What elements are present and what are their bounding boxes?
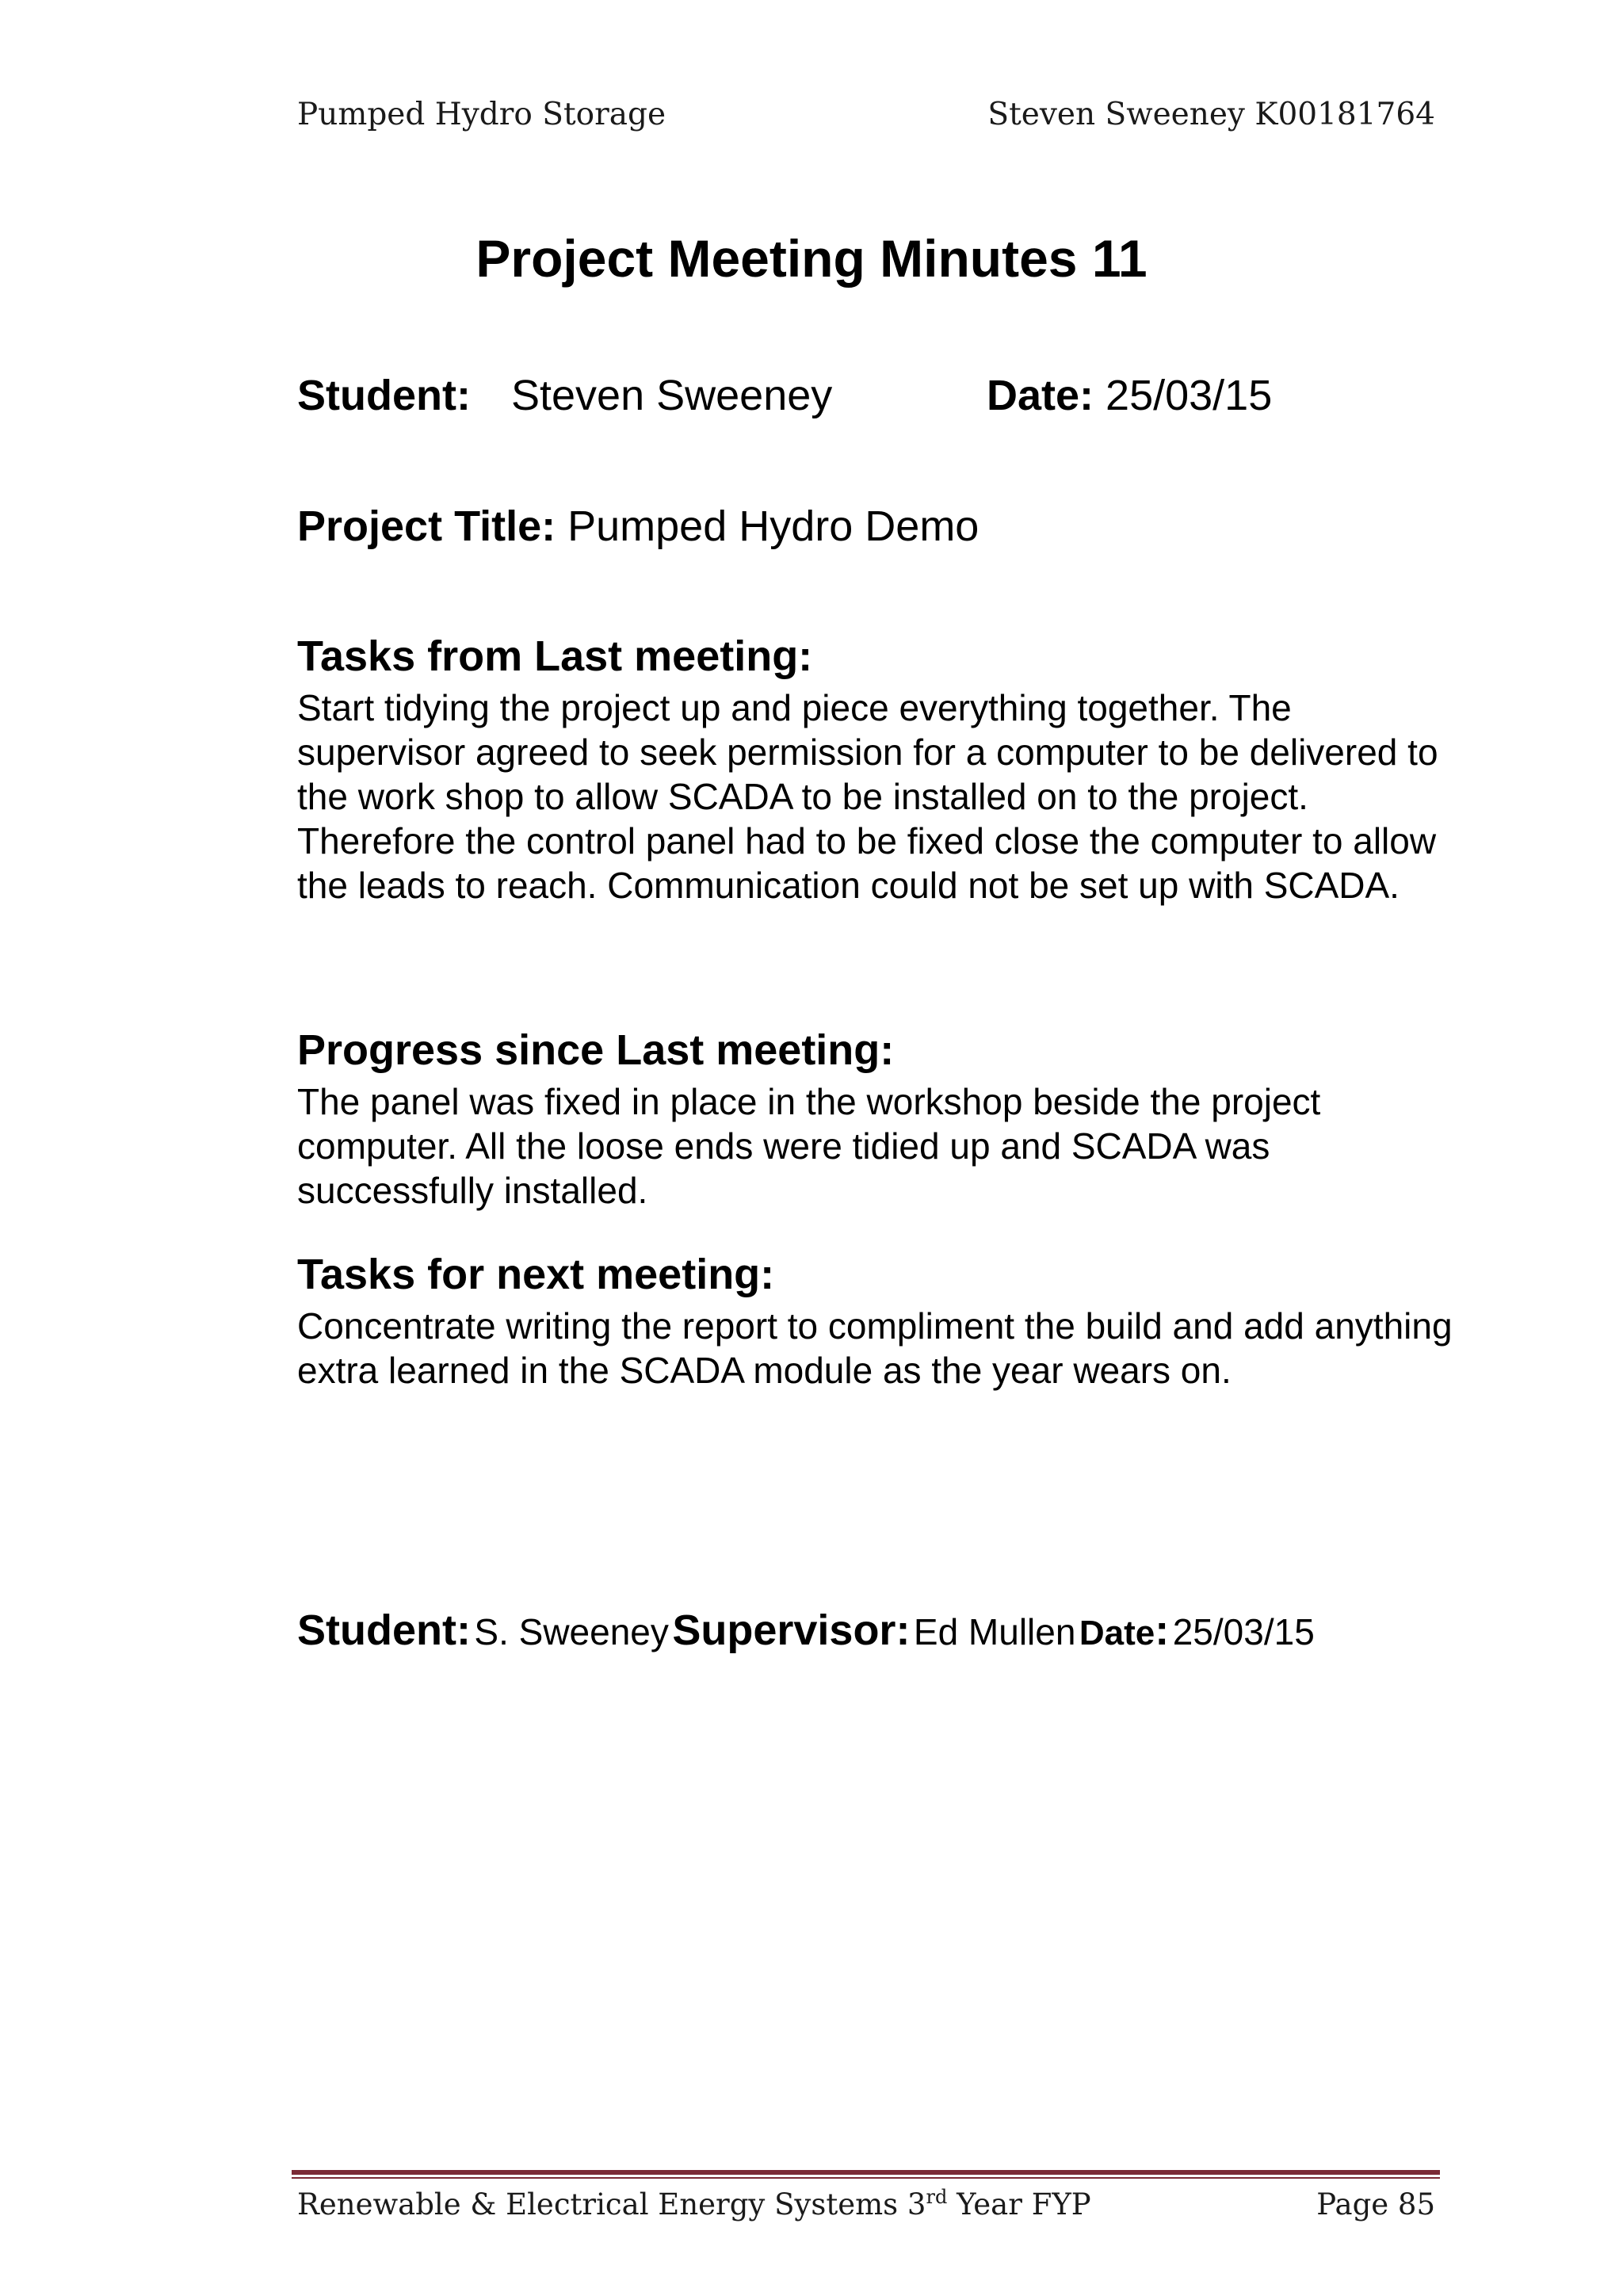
section-body: The panel was fixed in place in the workshop beside the project computer. All the loose ends were tidied up and SCADA was successfully installed.: [297, 1081, 1321, 1211]
footer-rule: [292, 2170, 1440, 2179]
signoff-date-value: 25/03/15: [1172, 1611, 1315, 1652]
section-heading: Progress since Last meeting:: [297, 1026, 895, 1074]
header-left: Pumped Hydro Storage: [297, 97, 666, 132]
footer-left-suffix: Year FYP: [947, 2187, 1091, 2222]
section-body: Concentrate writing the report to compliment the build and add anything extra learned in the SCADA module as the year wears on.: [297, 1305, 1453, 1391]
signoff-date-colon: :: [1155, 1606, 1170, 1654]
student-value: Steven Sweeney: [511, 372, 833, 419]
signoff-supervisor-label: Supervisor:: [672, 1606, 911, 1654]
footer-left-text: Renewable & Electrical Energy Systems 3: [297, 2187, 926, 2222]
signoff-row: [297, 1606, 1315, 1655]
footer-left: [297, 2187, 1091, 2222]
page-title-text: Project Meeting Minutes 11: [475, 229, 1148, 288]
footer-rule-thick: [292, 2170, 1440, 2175]
signoff-supervisor-value: Ed Mullen: [913, 1611, 1076, 1652]
date-label: Date:: [987, 372, 1094, 419]
project-title-label: Project Title:: [297, 502, 556, 550]
page-footer: [297, 2187, 1435, 2222]
project-title-value: Pumped Hydro Demo: [567, 502, 980, 550]
section-heading: Tasks for next meeting:: [297, 1251, 775, 1298]
page-header: [297, 97, 1435, 132]
student-label: Student:: [297, 372, 471, 419]
section-heading: Tasks from Last meeting:: [297, 632, 813, 680]
header-right: Steven Sweeney K00181764: [987, 97, 1435, 132]
section-body: Start tidying the project up and piece everything together. The supervisor agreed to seek permission for a computer to be delivered to the work shop to allow SCADA to be installed on to the project. Therefore the control panel had to be fixed close the computer to allow the leads to reach. Communication could not be set up with SCADA.: [297, 687, 1438, 906]
signoff-date-label: Date: [1079, 1614, 1155, 1652]
footer-rule-thin: [292, 2177, 1440, 2179]
section-tasks-for-next-meeting: [297, 1248, 1454, 1392]
date-block: [987, 371, 1272, 420]
page-title: [0, 228, 1623, 288]
footer-page-number: Page 85: [1316, 2187, 1435, 2222]
student-row: [297, 371, 1273, 420]
signoff-student-label: Student:: [297, 1606, 471, 1654]
footer-left-superscript: rd: [926, 2186, 948, 2208]
signoff-student-value: S. Sweeney: [474, 1611, 669, 1652]
project-title-row: [297, 502, 979, 551]
section-tasks-from-last-meeting: [297, 630, 1454, 907]
date-value: 25/03/15: [1106, 372, 1273, 419]
section-progress-since-last-meeting: [297, 1024, 1454, 1213]
